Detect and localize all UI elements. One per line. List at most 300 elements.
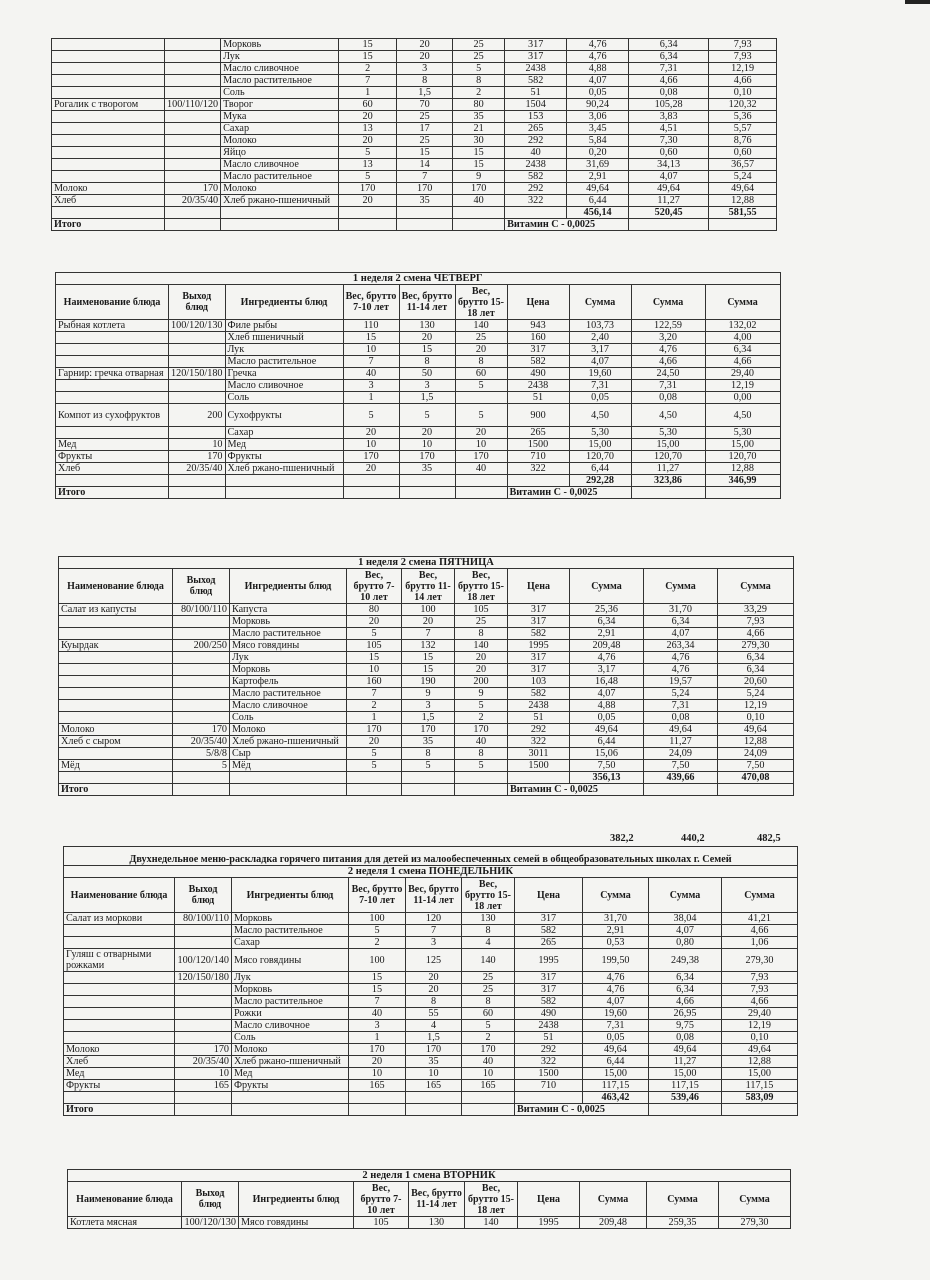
table-cell: Морковь bbox=[230, 616, 347, 628]
table-cell: 6,34 bbox=[644, 616, 718, 628]
table-cell: 4,50 bbox=[631, 404, 705, 427]
table-cell: 0,00 bbox=[705, 392, 780, 404]
table-cell: 6,34 bbox=[649, 972, 722, 984]
table-cell: 317 bbox=[515, 972, 583, 984]
table-cell: 5 bbox=[347, 760, 402, 772]
table-cell bbox=[455, 392, 507, 404]
table-cell: 1500 bbox=[508, 760, 570, 772]
table-row bbox=[56, 344, 781, 356]
table-cell: 103,73 bbox=[569, 320, 631, 332]
table-cell: Хлеб ржано-пшеничный bbox=[221, 195, 339, 207]
column-header-price: Цена bbox=[518, 1182, 580, 1217]
empty-cell bbox=[649, 1104, 722, 1116]
day-title: 1 неделя 2 смена ПЯТНИЦА bbox=[59, 557, 794, 569]
table-cell: Сахар bbox=[232, 937, 349, 949]
table-cell: 5,57 bbox=[709, 123, 777, 135]
table-cell: Гарнир: гречка отварная bbox=[56, 368, 169, 380]
table-cell: 15 bbox=[339, 51, 397, 63]
table-cell: 4,66 bbox=[649, 996, 722, 1008]
table-cell: 132,02 bbox=[705, 320, 780, 332]
column-header-w2: Вес, брутто 11-14 лет bbox=[409, 1182, 465, 1217]
empty-cell bbox=[709, 219, 777, 231]
table-cell bbox=[59, 628, 173, 640]
day-title: 1 неделя 2 смена ЧЕТВЕРГ bbox=[56, 273, 781, 285]
empty-cell bbox=[402, 772, 455, 784]
table-cell: 7 bbox=[406, 925, 462, 937]
table-cell: 5,30 bbox=[705, 427, 780, 439]
table-cell: 20 bbox=[349, 1056, 406, 1068]
empty-cell bbox=[406, 1104, 462, 1116]
table-cell: 4,66 bbox=[718, 628, 794, 640]
table-cell: 7,93 bbox=[722, 972, 798, 984]
table-cell bbox=[52, 147, 165, 159]
table-cell: 117,15 bbox=[722, 1080, 798, 1092]
table-cell: 5,36 bbox=[709, 111, 777, 123]
table-cell bbox=[59, 652, 173, 664]
table-cell: 15,00 bbox=[722, 1068, 798, 1080]
table-cell: 40 bbox=[455, 736, 508, 748]
table-cell: 7 bbox=[402, 628, 455, 640]
empty-cell bbox=[221, 207, 339, 219]
table-cell: 322 bbox=[515, 1056, 583, 1068]
table-cell: 3,17 bbox=[570, 664, 644, 676]
table-cell: Молоко bbox=[64, 1044, 175, 1056]
total-row bbox=[52, 219, 777, 231]
table-cell: 165 bbox=[175, 1080, 232, 1092]
table-cell: 132 bbox=[402, 640, 455, 652]
table-cell: 7 bbox=[347, 688, 402, 700]
table-cell: 263,34 bbox=[644, 640, 718, 652]
table-cell: 170 bbox=[347, 724, 402, 736]
table-cell: 38,04 bbox=[649, 913, 722, 925]
table-cell: 20/35/40 bbox=[169, 463, 226, 475]
table-cell: 8 bbox=[462, 996, 515, 1008]
table-cell: 3 bbox=[349, 1020, 406, 1032]
table-cell: 4,07 bbox=[583, 996, 649, 1008]
table-cell: Рожки bbox=[232, 1008, 349, 1020]
table-cell: 8 bbox=[455, 748, 508, 760]
grand-totals bbox=[0, 833, 930, 847]
table-cell bbox=[64, 984, 175, 996]
table-cell: 170 bbox=[462, 1044, 515, 1056]
table-cell: 100/120/140 bbox=[175, 949, 232, 972]
vitamin-c-note: Витамин С - 0,0025 bbox=[515, 1104, 649, 1116]
table-cell: 7,93 bbox=[718, 616, 794, 628]
table-row bbox=[52, 63, 777, 75]
table-cell: 4,76 bbox=[570, 652, 644, 664]
table-cell: 2 bbox=[349, 937, 406, 949]
column-header-price: Цена bbox=[508, 569, 570, 604]
table-cell: 6,44 bbox=[567, 195, 629, 207]
table-cell: 0,80 bbox=[649, 937, 722, 949]
table-cell: 20 bbox=[406, 972, 462, 984]
table-cell: 70 bbox=[397, 99, 453, 111]
table-cell: 29,40 bbox=[722, 1008, 798, 1020]
table-cell: Соль bbox=[232, 1032, 349, 1044]
table-cell: 49,64 bbox=[709, 183, 777, 195]
table-cell: Молоко bbox=[59, 724, 173, 736]
table-row bbox=[59, 760, 794, 772]
column-header-name: Наименование блюда bbox=[56, 285, 169, 320]
table-cell: 1995 bbox=[508, 640, 570, 652]
table-cell: 5 bbox=[402, 760, 455, 772]
table-cell: 1504 bbox=[505, 99, 567, 111]
table-cell: 0,10 bbox=[722, 1032, 798, 1044]
total-label: Итого bbox=[56, 487, 169, 499]
table-cell bbox=[165, 159, 221, 171]
table-cell: 80 bbox=[453, 99, 505, 111]
table-row bbox=[56, 320, 781, 332]
empty-cell bbox=[175, 1104, 232, 1116]
table-row bbox=[59, 736, 794, 748]
table-cell: 20 bbox=[399, 427, 455, 439]
table-cell: Масло сливочное bbox=[221, 63, 339, 75]
sum-row bbox=[64, 1092, 798, 1104]
table-cell: 2,91 bbox=[570, 628, 644, 640]
table-row bbox=[56, 451, 781, 463]
table-cell: 279,30 bbox=[719, 1217, 791, 1229]
table-cell: 49,64 bbox=[567, 183, 629, 195]
table-cell: 4,88 bbox=[570, 700, 644, 712]
table-cell: 2 bbox=[455, 712, 508, 724]
empty-cell bbox=[173, 784, 230, 796]
table-cell: 0,10 bbox=[709, 87, 777, 99]
empty-cell bbox=[631, 487, 705, 499]
table-cell: Соль bbox=[225, 392, 343, 404]
table-row bbox=[52, 99, 777, 111]
table-cell: 0,08 bbox=[629, 87, 709, 99]
table-cell: Капуста bbox=[230, 604, 347, 616]
table-cell: 12,19 bbox=[718, 700, 794, 712]
table-cell: Масло растительное bbox=[230, 628, 347, 640]
table-cell: 170 bbox=[165, 183, 221, 195]
table-thursday bbox=[55, 272, 781, 499]
table-cell: 2,40 bbox=[569, 332, 631, 344]
table-cell: 10 bbox=[406, 1068, 462, 1080]
table-cell bbox=[52, 159, 165, 171]
table-cell: 317 bbox=[508, 652, 570, 664]
column-header-out: Выход блюд bbox=[182, 1182, 239, 1217]
table-cell: 7 bbox=[349, 996, 406, 1008]
table-cell: 249,38 bbox=[649, 949, 722, 972]
grand-total-3: 482,5 bbox=[757, 833, 781, 844]
table-row bbox=[59, 604, 794, 616]
table-row bbox=[52, 87, 777, 99]
table-cell: 7 bbox=[397, 171, 453, 183]
table-cell: Фрукты bbox=[232, 1080, 349, 1092]
empty-cell bbox=[165, 207, 221, 219]
table-cell bbox=[165, 75, 221, 87]
table-cell: 130 bbox=[399, 320, 455, 332]
table-cell: 5 bbox=[455, 700, 508, 712]
total-value: 292,28 bbox=[569, 475, 631, 487]
table-cell: 4,66 bbox=[722, 925, 798, 937]
table-cell: Куырдак bbox=[59, 640, 173, 652]
table-cell: 265 bbox=[507, 427, 569, 439]
table-cell: 7,30 bbox=[629, 135, 709, 147]
empty-cell bbox=[507, 475, 569, 487]
table-cell: 170 bbox=[455, 451, 507, 463]
menu-table-monday bbox=[63, 846, 798, 1116]
table-cell bbox=[165, 123, 221, 135]
table-cell: 3,17 bbox=[569, 344, 631, 356]
table-cell: 3 bbox=[343, 380, 399, 392]
empty-cell bbox=[453, 219, 505, 231]
table-cell bbox=[169, 380, 226, 392]
table-cell: 7,31 bbox=[583, 1020, 649, 1032]
table-cell: Гуляш с отварными рожками bbox=[64, 949, 175, 972]
table-cell: Компот из сухофруктов bbox=[56, 404, 169, 427]
table-cell: 120,32 bbox=[709, 99, 777, 111]
table-cell: 11,27 bbox=[649, 1056, 722, 1068]
table-cell: 1500 bbox=[507, 439, 569, 451]
table-cell: 49,64 bbox=[583, 1044, 649, 1056]
table-cell: 5 bbox=[347, 748, 402, 760]
table-cell: 7,50 bbox=[644, 760, 718, 772]
total-value: 539,46 bbox=[649, 1092, 722, 1104]
table-cell: 292 bbox=[515, 1044, 583, 1056]
table-cell: 5,24 bbox=[718, 688, 794, 700]
table-row bbox=[52, 111, 777, 123]
table-row bbox=[59, 628, 794, 640]
table-cell: 40 bbox=[462, 1056, 515, 1068]
table-row bbox=[52, 39, 777, 51]
table-cell: 15 bbox=[402, 652, 455, 664]
table-cell bbox=[165, 51, 221, 63]
table-cell: 31,69 bbox=[567, 159, 629, 171]
table-cell: Хлеб с сыром bbox=[59, 736, 173, 748]
table-cell: 7,31 bbox=[631, 380, 705, 392]
table-cell: 12,88 bbox=[709, 195, 777, 207]
empty-cell bbox=[232, 1104, 349, 1116]
table-cell: 5 bbox=[347, 628, 402, 640]
table-cell: 20 bbox=[343, 427, 399, 439]
table-cell: 15 bbox=[347, 652, 402, 664]
table-cell: 120,70 bbox=[705, 451, 780, 463]
table-cell: 6,34 bbox=[649, 984, 722, 996]
table-row bbox=[59, 664, 794, 676]
table-cell: 4,76 bbox=[567, 51, 629, 63]
table-cell: 582 bbox=[515, 996, 583, 1008]
table-cell: 710 bbox=[515, 1080, 583, 1092]
empty-cell bbox=[169, 487, 226, 499]
table-cell: 900 bbox=[507, 404, 569, 427]
table-cell: Масло растительное bbox=[232, 996, 349, 1008]
table-cell: 4,07 bbox=[649, 925, 722, 937]
menu-table-thursday bbox=[55, 272, 781, 499]
table-cell: 170 bbox=[402, 724, 455, 736]
table-cell: 10 bbox=[455, 439, 507, 451]
table-cell: Мясо говядины bbox=[232, 949, 349, 972]
column-header-ingr: Ингредиенты блюд bbox=[230, 569, 347, 604]
table-cell: 35 bbox=[399, 463, 455, 475]
table-cell: 160 bbox=[347, 676, 402, 688]
empty-cell bbox=[505, 207, 567, 219]
table-row bbox=[56, 427, 781, 439]
table-cell: 40 bbox=[505, 147, 567, 159]
table-cell: Мед bbox=[225, 439, 343, 451]
table-cell: Фрукты bbox=[64, 1080, 175, 1092]
table-cell: Масло растительное bbox=[225, 356, 343, 368]
table-cell: 8,76 bbox=[709, 135, 777, 147]
table-cell: 15,00 bbox=[649, 1068, 722, 1080]
table-cell: Молоко bbox=[221, 183, 339, 195]
table-cell bbox=[59, 748, 173, 760]
table-cell: 20 bbox=[339, 111, 397, 123]
table-cell: 10 bbox=[175, 1068, 232, 1080]
table-cell: 3 bbox=[397, 63, 453, 75]
total-label: Итого bbox=[52, 219, 165, 231]
empty-cell bbox=[349, 1092, 406, 1104]
empty-cell bbox=[343, 475, 399, 487]
table-cell: 51 bbox=[507, 392, 569, 404]
table-cell bbox=[165, 39, 221, 51]
table-row bbox=[68, 1217, 791, 1229]
table-cell: 30 bbox=[453, 135, 505, 147]
table-cell: 20 bbox=[347, 616, 402, 628]
empty-cell bbox=[397, 207, 453, 219]
table-cell: 5,84 bbox=[567, 135, 629, 147]
table-cell: 170 bbox=[173, 724, 230, 736]
table-cell: 1,06 bbox=[722, 937, 798, 949]
table-cell: 80 bbox=[347, 604, 402, 616]
table-cell: 2438 bbox=[507, 380, 569, 392]
table-cell: 4,07 bbox=[567, 75, 629, 87]
table-cell: 25,36 bbox=[570, 604, 644, 616]
table-cell: 170 bbox=[343, 451, 399, 463]
table-cell: 10 bbox=[349, 1068, 406, 1080]
table-cell: 317 bbox=[515, 984, 583, 996]
table-cell: Молоко bbox=[52, 183, 165, 195]
table-cell: 7,93 bbox=[722, 984, 798, 996]
table-row bbox=[59, 688, 794, 700]
table-cell: Мёд bbox=[230, 760, 347, 772]
table-cell: 15 bbox=[349, 984, 406, 996]
table-cell: 170 bbox=[175, 1044, 232, 1056]
table-cell: 100/120/130 bbox=[182, 1217, 239, 1229]
scan-edge-mark bbox=[905, 0, 930, 4]
total-value: 356,13 bbox=[570, 772, 644, 784]
table-cell bbox=[173, 652, 230, 664]
table-cell: 33,29 bbox=[718, 604, 794, 616]
empty-cell bbox=[462, 1104, 515, 1116]
table-cell: 60 bbox=[339, 99, 397, 111]
table-cell: Фрукты bbox=[225, 451, 343, 463]
table-row bbox=[56, 392, 781, 404]
empty-cell bbox=[230, 772, 347, 784]
table-cell: 25 bbox=[462, 984, 515, 996]
header-row bbox=[59, 569, 794, 604]
table-row bbox=[52, 183, 777, 195]
table-cell: 19,60 bbox=[583, 1008, 649, 1020]
table-cell: 8 bbox=[453, 75, 505, 87]
header-row bbox=[68, 1182, 791, 1217]
table-cell bbox=[56, 344, 169, 356]
table-cell: 0,08 bbox=[631, 392, 705, 404]
column-header-name: Наименование блюда bbox=[64, 878, 175, 913]
table-cell: Масло сливочное bbox=[232, 1020, 349, 1032]
total-value: 323,86 bbox=[631, 475, 705, 487]
table-cell: 5 bbox=[339, 171, 397, 183]
empty-cell bbox=[722, 1104, 798, 1116]
table-cell: 317 bbox=[507, 344, 569, 356]
table-cell: 9 bbox=[453, 171, 505, 183]
table-cell: Мед bbox=[64, 1068, 175, 1080]
table-cell: Масло растительное bbox=[230, 688, 347, 700]
table-cell: 31,70 bbox=[644, 604, 718, 616]
table-cell: 0,08 bbox=[644, 712, 718, 724]
grand-total-1: 382,2 bbox=[610, 833, 634, 844]
table-cell: 0,53 bbox=[583, 937, 649, 949]
table-cell bbox=[59, 664, 173, 676]
table-row bbox=[64, 984, 798, 996]
table-cell: 35 bbox=[453, 111, 505, 123]
empty-cell bbox=[508, 772, 570, 784]
table-cell: 200/250 bbox=[173, 640, 230, 652]
table-cell: Масло сливочное bbox=[225, 380, 343, 392]
table-cell: 36,57 bbox=[709, 159, 777, 171]
table-cell: 20/35/40 bbox=[175, 1056, 232, 1068]
table-cell bbox=[56, 356, 169, 368]
table-cell bbox=[169, 332, 226, 344]
table-row bbox=[56, 380, 781, 392]
table-cell: 21 bbox=[453, 123, 505, 135]
empty-cell bbox=[173, 772, 230, 784]
table-row bbox=[56, 404, 781, 427]
day-title: 2 неделя 1 смена ПОНЕДЕЛЬНИК bbox=[64, 866, 798, 878]
empty-cell bbox=[455, 475, 507, 487]
table-cell bbox=[56, 427, 169, 439]
table-row bbox=[64, 1032, 798, 1044]
table-cell bbox=[64, 1020, 175, 1032]
table-cell: Сыр bbox=[230, 748, 347, 760]
total-label: Итого bbox=[59, 784, 173, 796]
table-cell: 20/35/40 bbox=[165, 195, 221, 207]
table-cell: 15 bbox=[339, 39, 397, 51]
table-cell: 6,34 bbox=[718, 664, 794, 676]
table-cell: 120/150/180 bbox=[169, 368, 226, 380]
table-cell: 12,88 bbox=[718, 736, 794, 748]
table-cell: 4,76 bbox=[583, 984, 649, 996]
table-row bbox=[52, 135, 777, 147]
table-cell: 0,20 bbox=[567, 147, 629, 159]
table-row bbox=[64, 1020, 798, 1032]
table-cell bbox=[52, 63, 165, 75]
vitamin-c-note: Витамин С - 0,0025 bbox=[508, 784, 644, 796]
table-cell bbox=[64, 996, 175, 1008]
table-cell: 4,50 bbox=[705, 404, 780, 427]
column-header-w2: Вес, брутто 11-14 лет bbox=[399, 285, 455, 320]
table-cell: 41,21 bbox=[722, 913, 798, 925]
column-header-w1: Вес, брутто 7-10 лет bbox=[354, 1182, 409, 1217]
table-cell: 322 bbox=[507, 463, 569, 475]
table-cell: 16,48 bbox=[570, 676, 644, 688]
table-cell bbox=[169, 392, 226, 404]
table-cell: 1,5 bbox=[406, 1032, 462, 1044]
table-cell: 3 bbox=[399, 380, 455, 392]
table-row bbox=[59, 700, 794, 712]
table-cell bbox=[175, 1008, 232, 1020]
table-cell: 8 bbox=[455, 628, 508, 640]
table-cell bbox=[52, 51, 165, 63]
table-cell: 7,31 bbox=[629, 63, 709, 75]
menu-banner: Двухнедельное меню-раскладка горячего питания для детей из малообеспеченных семей в общеобразовательных школах г. Семей bbox=[64, 847, 798, 866]
table-cell bbox=[52, 111, 165, 123]
table-cell: 15 bbox=[397, 147, 453, 159]
table-cell: 1 bbox=[349, 1032, 406, 1044]
table-cell: 11,27 bbox=[644, 736, 718, 748]
table-row bbox=[56, 332, 781, 344]
